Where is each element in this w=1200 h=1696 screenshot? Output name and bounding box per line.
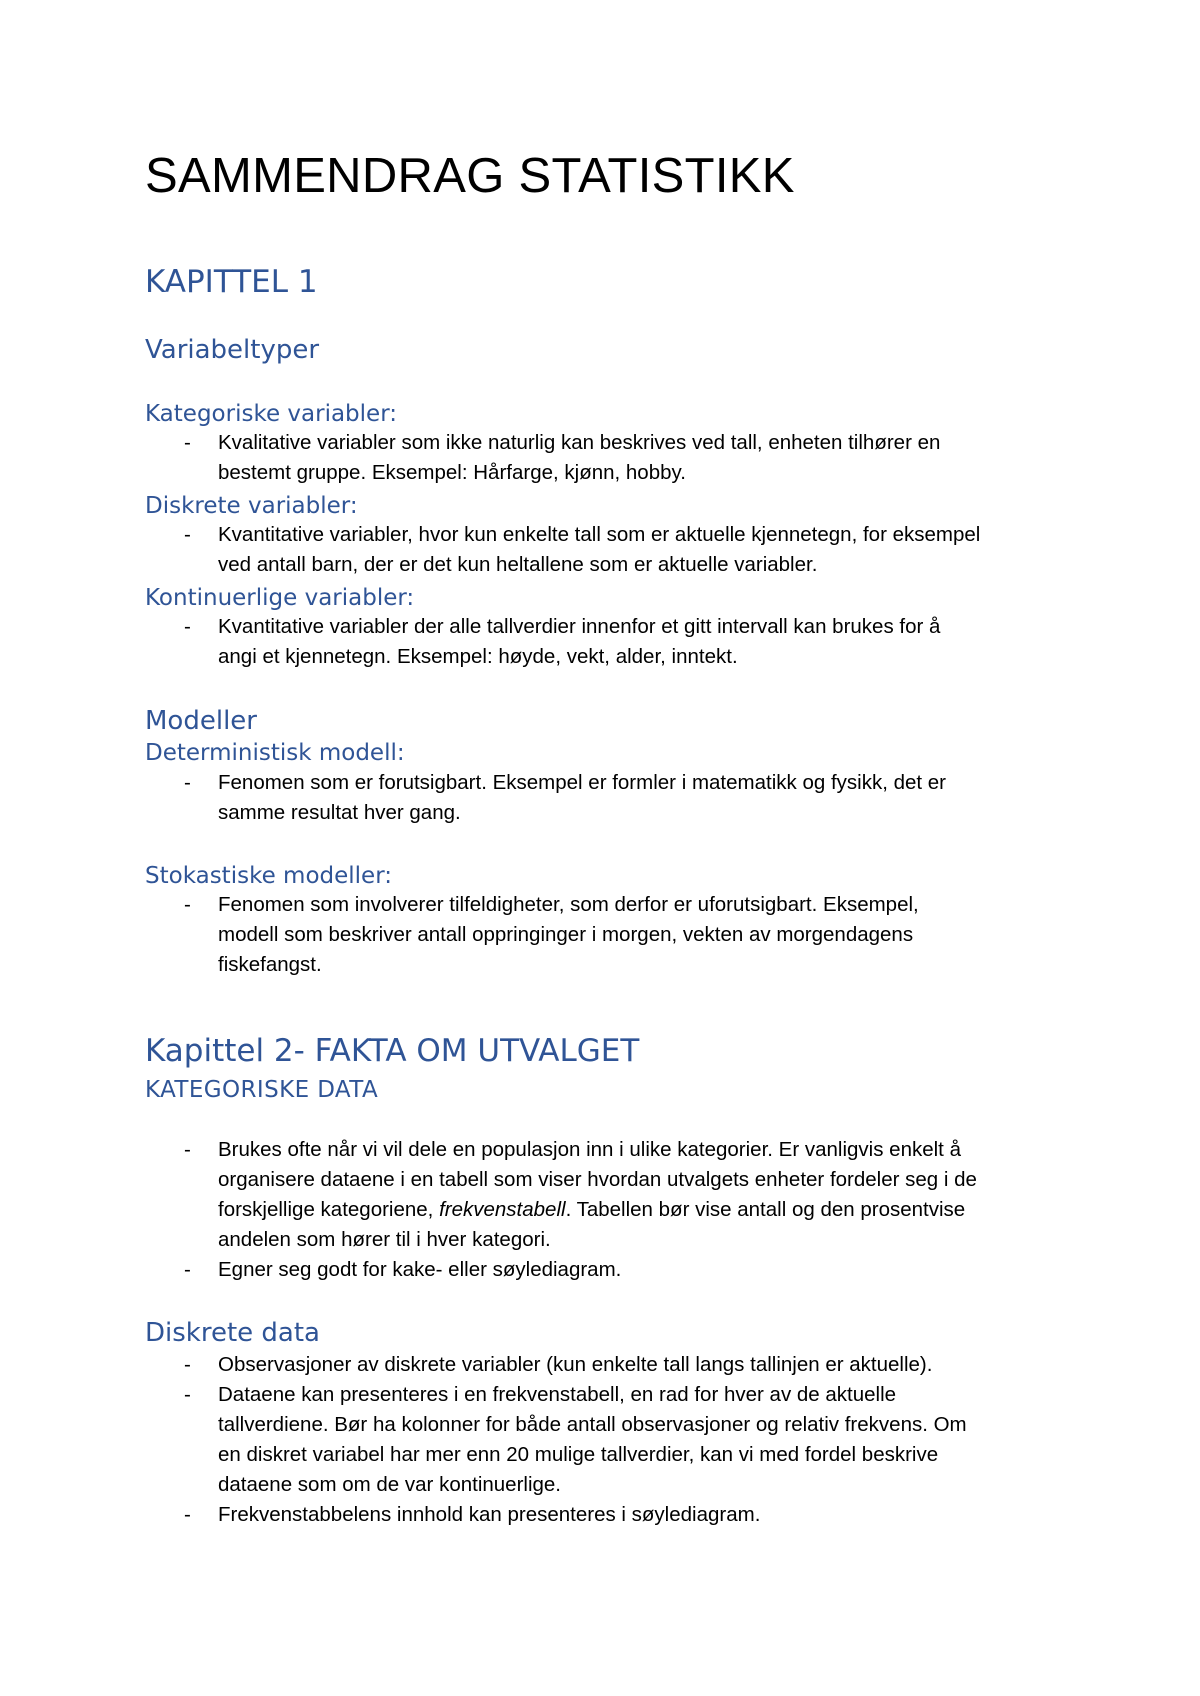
kategoriske-variabler-heading: Kategoriske variabler:: [145, 401, 397, 427]
list-item-line: samme resultat hver gang.: [218, 801, 461, 824]
bullet-dash: -: [184, 771, 191, 794]
kategoriske-data-heading: KATEGORISKE DATA: [145, 1077, 379, 1103]
text-segment: . Tabellen bør vise antall og den prosentvise: [565, 1198, 966, 1221]
list-item-line: angi et kjennetegn. Eksempel: høyde, vekt, alder, inntekt.: [218, 645, 738, 668]
list-item-line: modell som beskriver antall oppringinger i morgen, vekten av morgendagens: [218, 923, 914, 946]
diskrete-data-heading: Diskrete data: [145, 1318, 320, 1348]
bullet-dash: -: [184, 1503, 191, 1526]
bullet-dash: -: [184, 1138, 191, 1161]
list-item-line: Fenomen som involverer tilfeldigheter, som derfor er uforutsigbart. Eksempel,: [218, 893, 919, 916]
chapter-2-heading: Kapittel 2- FAKTA OM UTVALGET: [145, 1033, 640, 1069]
list-item-line: Kvantitative variabler der alle tallverdier innenfor et gitt intervall kan brukes for å: [218, 615, 941, 638]
list-item-line: fiskefangst.: [218, 953, 322, 976]
bullet-dash: -: [184, 1258, 191, 1281]
bullet-dash: -: [184, 523, 191, 546]
list-item-line: tallverdiene. Bør ha kolonner for både antall observasjoner og relativ frekvens. Om: [218, 1413, 967, 1436]
deterministisk-modell-heading: Deterministisk modell:: [145, 740, 405, 766]
bullet-dash: -: [184, 431, 191, 454]
emphasized-term: frekvenstabell: [439, 1198, 566, 1221]
chapter-1-heading: KAPITTEL 1: [145, 264, 318, 300]
list-item-line: en diskret variabel har mer enn 20 mulige tallverdier, kan vi med fordel beskrive: [218, 1443, 939, 1466]
document-title: SAMMENDRAG STATISTIKK: [145, 149, 795, 203]
variabeltyper-heading: Variabeltyper: [145, 335, 320, 365]
list-item-line: Fenomen som er forutsigbart. Eksempel er formler i matematikk og fysikk, det er: [218, 771, 947, 794]
list-item-line: ved antall barn, der er det kun heltallene som er aktuelle variabler.: [218, 553, 818, 576]
diskrete-variabler-heading: Diskrete variabler:: [145, 493, 358, 519]
list-item-line: [218, 1195, 965, 1225]
list-item-line: bestemt gruppe. Eksempel: Hårfarge, kjønn, hobby.: [218, 461, 686, 484]
list-item-line: Observasjoner av diskrete variabler (kun enkelte tall langs tallinjen er aktuelle).: [218, 1353, 933, 1376]
list-item-line: Frekvenstabbelens innhold kan presenteres i søylediagram.: [218, 1503, 761, 1526]
text-segment: forskjellige kategoriene,: [218, 1198, 440, 1221]
stokastiske-modeller-heading: Stokastiske modeller:: [145, 863, 392, 889]
modeller-heading: Modeller: [145, 706, 257, 736]
kontinuerlige-variabler-heading: Kontinuerlige variabler:: [145, 585, 415, 611]
bullet-dash: -: [184, 615, 191, 638]
bullet-dash: -: [184, 893, 191, 916]
list-item-line: Kvantitative variabler, hvor kun enkelte tall som er aktuelle kjennetegn, for eksempel: [218, 523, 981, 546]
list-item-line: Kvalitative variabler som ikke naturlig kan beskrives ved tall, enheten tilhører en: [218, 431, 941, 454]
list-item-line: Brukes ofte når vi vil dele en populasjon inn i ulike kategorier. Er vanligvis enkelt å: [218, 1138, 961, 1161]
bullet-dash: -: [184, 1353, 191, 1376]
list-item-line: andelen som hører til i hver kategori.: [218, 1228, 551, 1251]
list-item-line: dataene som om de var kontinuerlige.: [218, 1473, 562, 1496]
list-item-line: Dataene kan presenteres i en frekvenstabell, en rad for hver av de aktuelle: [218, 1383, 897, 1406]
list-item-line: organisere dataene i en tabell som viser hvordan utvalgets enheter fordeler seg i de: [218, 1168, 977, 1191]
list-item-line: Egner seg godt for kake- eller søylediagram.: [218, 1258, 622, 1281]
bullet-dash: -: [184, 1383, 191, 1406]
